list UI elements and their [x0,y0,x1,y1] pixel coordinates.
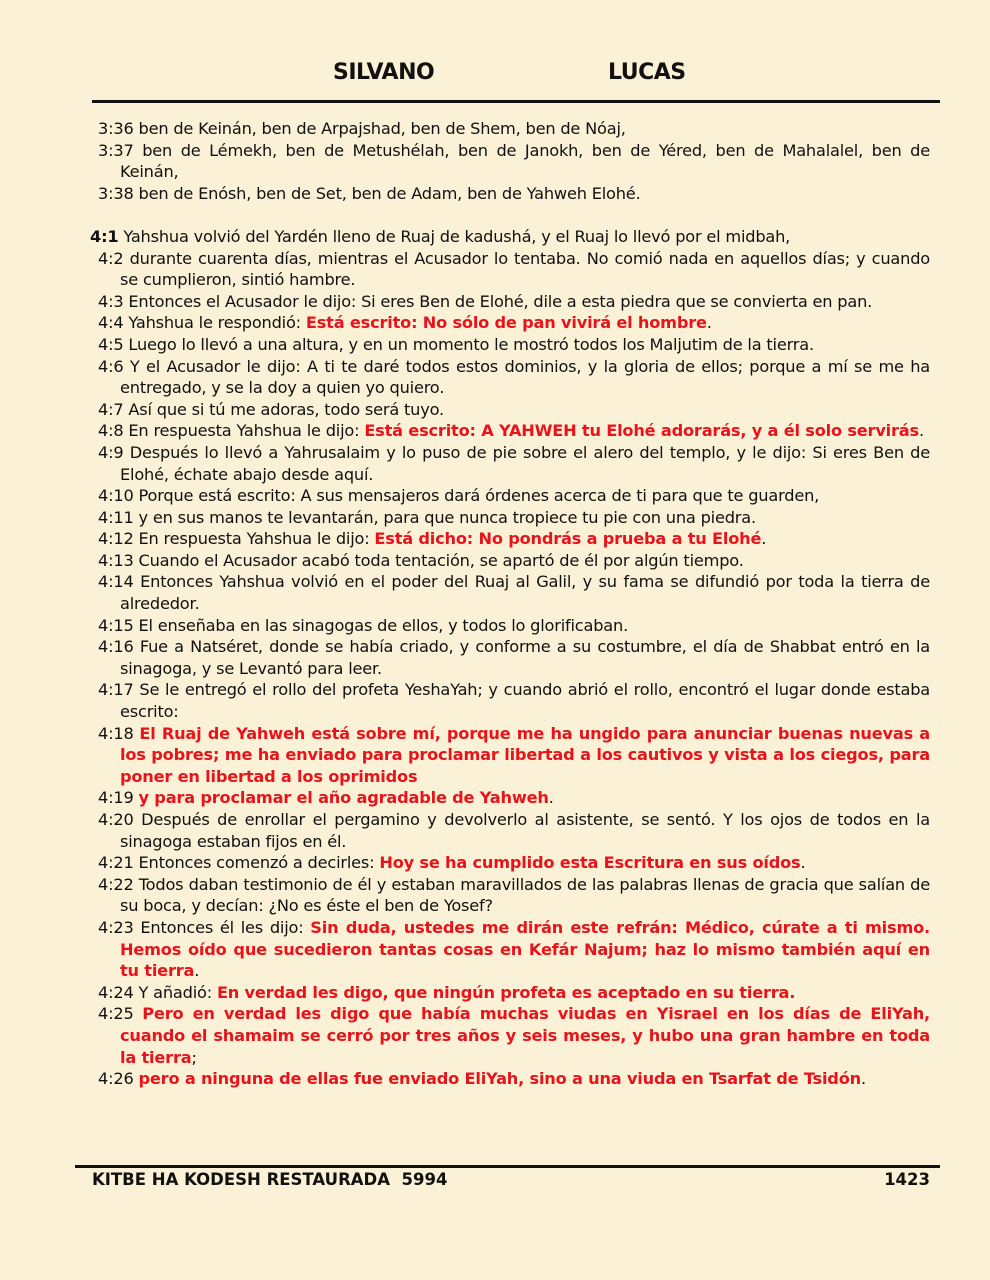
verse [98,140,930,183]
verse-text: Entonces comenzó a decirles: [138,853,380,873]
verse-ref: 4:5 [98,334,124,354]
verse-text: . [194,961,200,981]
verse-text: Todos daban testimonio de él y estaban maravillados de las palabras llenas de gracia que salían de su boca, y decían: ¿No es éste el ben de Yosef? [120,874,930,916]
verse-text: Se le entregó el rollo del profeta YeshaYah; y cuando abrió el rollo, encontró el lugar donde estaba escrito: [120,680,930,722]
verse-text: Así que si tú me adoras, todo será tuyo. [128,399,444,419]
verse [98,917,930,982]
verse-words-of-yahshua: Pero en verdad les digo que había muchas viudas en Yisrael en los días de EliYah, cuando el shamaim se cerró por tres años y seis meses, y hubo una gran hambre en toda la tierra [120,1004,930,1067]
verse-ref: 4:20 [98,810,134,829]
verse [98,636,930,679]
verse-ref: 4:9 [98,442,124,462]
verse-ref: 4:26 [98,1069,134,1089]
verse-ref: 4:7 [98,399,124,419]
verse-text: Cuando el Acusador acabó toda tentación, se apartó de él por algún tiempo. [138,550,744,570]
verse [98,809,930,852]
verse-words-of-yahshua: Sin duda, ustedes me dirán este refrán: Médico, cúrate a ti mismo. Hemos oído que sucedieron tantas cosas en Kefár Najum; haz lo mismo también aquí en tu tierra [120,917,930,981]
verse-text: Después lo llevó a Yahrusalaim y lo puso de pie sobre el alero del templo, y le dijo: Si eres Ben de Elohé, échate abajo desde aquí. [120,442,930,484]
verse [98,550,930,572]
verse [98,442,930,485]
verse-ref: 4:15 [98,615,134,635]
verse-text: . [706,313,712,333]
verse [98,312,930,334]
verse-ref: 4:21 [98,853,134,873]
verse [98,248,930,291]
verse-text: Porque está escrito: A sus mensajeros dará órdenes acerca de ti para que te guarden, [138,486,820,506]
verse-text: El enseñaba en las sinagogas de ellos, y todos lo glorificaban. [138,615,629,635]
verse [98,982,930,1004]
verse-text: . [548,788,554,808]
verse-ref: 4:4 [98,313,124,333]
page-number: 1423 [884,1170,930,1189]
verse [98,334,930,356]
verse-text: . [918,421,924,441]
verse-ref: 3:37 [98,140,134,160]
verse [98,787,930,809]
header-rule [92,100,940,103]
verse [98,420,930,442]
verse-ref: 4:18 [98,723,134,743]
verse-text: y en sus manos te levantarán, para que nunca tropiece tu pie con una piedra. [138,507,756,527]
verse-text: En respuesta Yahshua le dijo: [128,421,365,441]
verse-ref: 4:14 [98,572,134,592]
verse [98,291,930,313]
verse [98,1003,930,1068]
verse-ref: 4:10 [98,486,134,506]
verse-ref: 4:12 [98,529,134,549]
verse [98,356,930,399]
verse-ref: 4:23 [98,917,134,937]
header-book: LUCAS [608,60,686,85]
verse-list [90,118,930,1090]
verse-text: ben de Enósh, ben de Set, ben de Adam, ben de Yahweh Elohé. [138,183,641,203]
verse-words-of-yahshua: pero a ninguna de ellas fue enviado EliYah, sino a una viuda en Tsarfat de Tsidón [138,1069,861,1089]
verse-words-of-yahshua: y para proclamar el año agradable de Yahweh [138,788,549,808]
verse-text: Después de enrollar el pergamino y devolverlo al asistente, se sentó. Y los ojos de todos en la sinagoga estaban fijos en él. [120,810,930,851]
verse-text: . [800,853,806,873]
verse-ref: 4:3 [98,291,124,311]
verse-text: Entonces él les dijo: [140,917,311,937]
verse [98,1068,930,1090]
verse-text: . [860,1069,866,1089]
verse [98,399,930,421]
verse-ref: 4:8 [98,421,124,441]
verse [98,118,930,140]
verse-words-of-yahshua: En verdad les digo, que ningún profeta es aceptado en su tierra. [216,982,796,1002]
header-author: SILVANO [333,60,435,85]
verse-ref: 4:2 [98,248,124,268]
verse-words-of-yahshua: El Ruaj de Yahweh está sobre mí, porque me ha ungido para anunciar buenas nuevas a los pobres; me ha enviado para proclamar libertad a los cautivos y vista a los ciegos, para poner en libertad a los oprimidos [120,723,930,786]
footer-title: KITBE HA KODESH RESTAURADA 5994 [92,1170,448,1189]
verse-ref: 4:6 [98,356,124,376]
verse-ref: 4:1 [90,226,119,246]
verse [90,226,930,248]
verse-text: . [761,529,767,549]
verse-text: Y el Acusador le dijo: A ti te daré todos estos dominios, y la gloria de ellos; porque a mí se me ha entregado, y se la doy a quien yo quiero. [120,356,930,398]
verse-text: Luego lo llevó a una altura, y en un momento le mostró todos los Maljutim de la tierra. [128,334,814,354]
verse-text: durante cuarenta días, mientras el Acusador lo tentaba. No comió nada en aquellos días; y cuando se cumplieron, sintió hambre. [120,248,930,290]
verse-text: Fue a Natséret, donde se había criado, y conforme a su costumbre, el día de Shabbat entró en la sinagoga, y se Levantó para leer. [120,637,930,678]
verse-ref: 4:25 [98,1004,134,1024]
verse-ref: 4:24 [98,982,134,1002]
verse-ref: 3:36 [98,119,134,138]
verse [98,852,930,874]
verse-text: ben de Lémekh, ben de Metushélah, ben de Janokh, ben de Yéred, ben de Mahalalel, ben de Keinán, [120,140,930,182]
verse-text: Yahshua volvió del Yardén lleno de Ruaj de kadushá, y el Ruaj lo llevó por el midbah, [123,226,791,246]
verse-words-of-yahshua: Está escrito: A YAHWEH tu Elohé adorarás, y a él solo servirás [364,421,919,441]
verse-words-of-yahshua: Está dicho: No pondrás a prueba a tu Elohé [374,529,762,549]
verse [98,874,930,917]
verse-text: ben de Keinán, ben de Arpajshad, ben de Shem, ben de Nóaj, [138,119,626,138]
verse-ref: 4:13 [98,550,134,570]
verse-text: ; [191,1047,197,1067]
verse-words-of-yahshua: Está escrito: No sólo de pan vivirá el hombre [305,313,707,333]
verse-words-of-yahshua: Hoy se ha cumplido esta Escritura en sus oídos [379,853,801,873]
verse-text: Y añadió: [138,982,217,1002]
verse-text: Entonces Yahshua volvió en el poder del Ruaj al Galil, y su fama se difundió por toda la tierra de alrededor. [120,572,930,614]
verse-ref: 4:16 [98,637,134,657]
verse-text: Yahshua le respondió: [128,313,306,333]
verse-ref: 4:11 [98,507,134,527]
verse-ref: 4:19 [98,788,134,808]
verse-ref: 4:17 [98,680,134,700]
verse [98,723,930,788]
verse-ref: 3:38 [98,183,134,203]
verse [98,615,930,637]
verse [98,183,930,205]
verse [98,679,930,722]
verse-ref: 4:22 [98,874,134,894]
verse [98,571,930,614]
footer-rule [75,1165,940,1168]
verse [98,485,930,507]
verse-text: Entonces el Acusador le dijo: Si eres Ben de Elohé, dile a esta piedra que se convierta en pan. [128,291,873,311]
verse [98,507,930,529]
verse-text: En respuesta Yahshua le dijo: [138,529,375,549]
verse [98,528,930,550]
